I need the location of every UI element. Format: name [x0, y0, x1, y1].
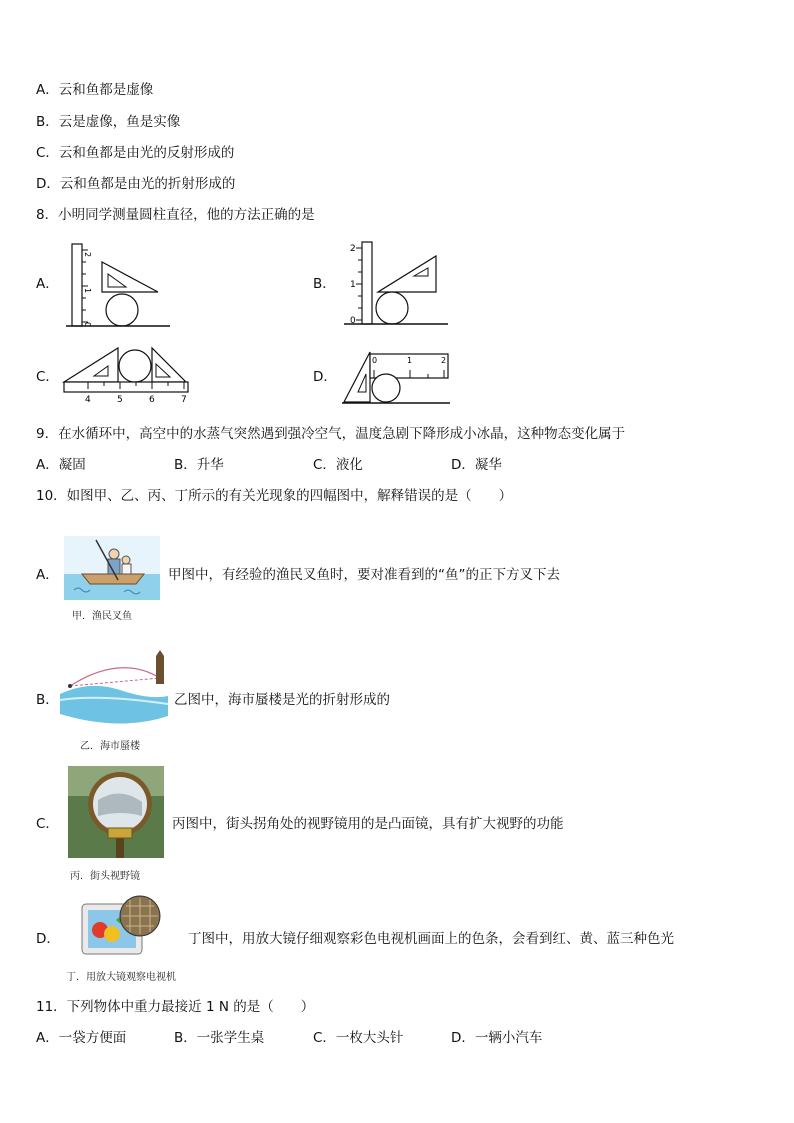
q11-option-b: B．一张学生桌 — [174, 1030, 265, 1046]
q7-option-c: C．云和鱼都是由光的反射形成的 — [36, 145, 235, 161]
fig-d-tick: 0 — [372, 356, 378, 365]
q9-option-a: A．凝固 — [36, 457, 86, 473]
q7-option-d: D．云和鱼都是由光的折射形成的 — [36, 176, 236, 192]
q10-option-a-text: 甲图中，有经验的渔民叉鱼时，要对准看到的“鱼”的正下方叉下去 — [168, 567, 560, 583]
q11-option-c: C．一枚大头针 — [313, 1030, 404, 1046]
caption-mirage: 乙．海市蜃楼 — [80, 741, 140, 752]
q8-label-d: D． — [313, 369, 337, 385]
q8-label-b: B． — [313, 276, 336, 292]
q10-label-d: D． — [36, 931, 60, 947]
fig-a-tick: 2 — [83, 252, 92, 258]
ruler-triangle-figure-d — [340, 348, 452, 406]
q7-option-b: B．云是虚像，鱼是实像 — [36, 114, 181, 130]
fig-d-tick: 1 — [407, 356, 413, 365]
q8-label-c: C． — [36, 369, 59, 385]
fig-a-tick: 1 — [83, 288, 92, 294]
q10-label-a: A． — [36, 567, 59, 583]
q10-label-c: C． — [36, 816, 59, 832]
q11-option-a: A．一袋方便面 — [36, 1030, 127, 1046]
q7-option-a: A．云和鱼都是虚像 — [36, 82, 154, 98]
fig-c-tick: 5 — [117, 395, 123, 405]
q10-option-d-text: 丁图中，用放大镜仔细观察彩色电视机画面上的色条，会看到红、黄、蓝三种色光 — [188, 931, 674, 947]
fig-c-tick: 6 — [149, 395, 155, 405]
fig-b-tick: 2 — [350, 244, 356, 254]
fisherman-spearing-fish-image — [64, 536, 160, 600]
fig-b-tick: 0 — [350, 316, 356, 326]
q10-option-b-text: 乙图中，海市蜃楼是光的折射形成的 — [174, 692, 390, 708]
convex-mirror-image — [68, 766, 164, 858]
q9-option-d: D．凝华 — [451, 457, 502, 473]
caption-fisherman: 甲．渔民叉鱼 — [72, 611, 132, 622]
magnifier-tv-image — [78, 894, 162, 958]
q11-stem: 11．下列物体中重力最接近 1 N 的是（ ） — [36, 999, 315, 1015]
q10-label-b: B． — [36, 692, 59, 708]
ruler-triangle-figure-c — [60, 342, 192, 406]
fig-c-tick: 7 — [181, 395, 187, 405]
mirage-image — [60, 650, 168, 728]
fig-a-tick: 0 — [83, 322, 92, 328]
caption-magnifier-tv: 丁．用放大镜观察电视机 — [66, 972, 176, 983]
q10-option-c-text: 丙图中，街头拐角处的视野镜用的是凸面镜，具有扩大视野的功能 — [172, 816, 564, 832]
fig-d-tick: 2 — [441, 356, 447, 365]
ruler-triangle-figure-a — [62, 240, 172, 330]
q8-label-a: A． — [36, 276, 59, 292]
fig-c-tick: 4 — [85, 395, 91, 405]
q9-option-b: B．升华 — [174, 457, 224, 473]
q10-stem: 10．如图甲、乙、丙、丁所示的有关光现象的四幅图中，解释错误的是（ ） — [36, 488, 513, 504]
fig-b-tick: 1 — [350, 280, 356, 290]
q8-stem: 8．小明同学测量圆柱直径，他的方法正确的是 — [36, 207, 315, 223]
q9-option-c: C．液化 — [313, 457, 363, 473]
q9-stem: 9．在水循环中，高空中的水蒸气突然遇到强冷空气，温度急剧下降形成小冰晶，这种物态变化属于 — [36, 426, 626, 442]
caption-convex-mirror: 丙．街头视野镜 — [70, 871, 140, 882]
ruler-triangle-figure-b — [340, 240, 450, 330]
q11-option-d: D．一辆小汽车 — [451, 1030, 543, 1046]
